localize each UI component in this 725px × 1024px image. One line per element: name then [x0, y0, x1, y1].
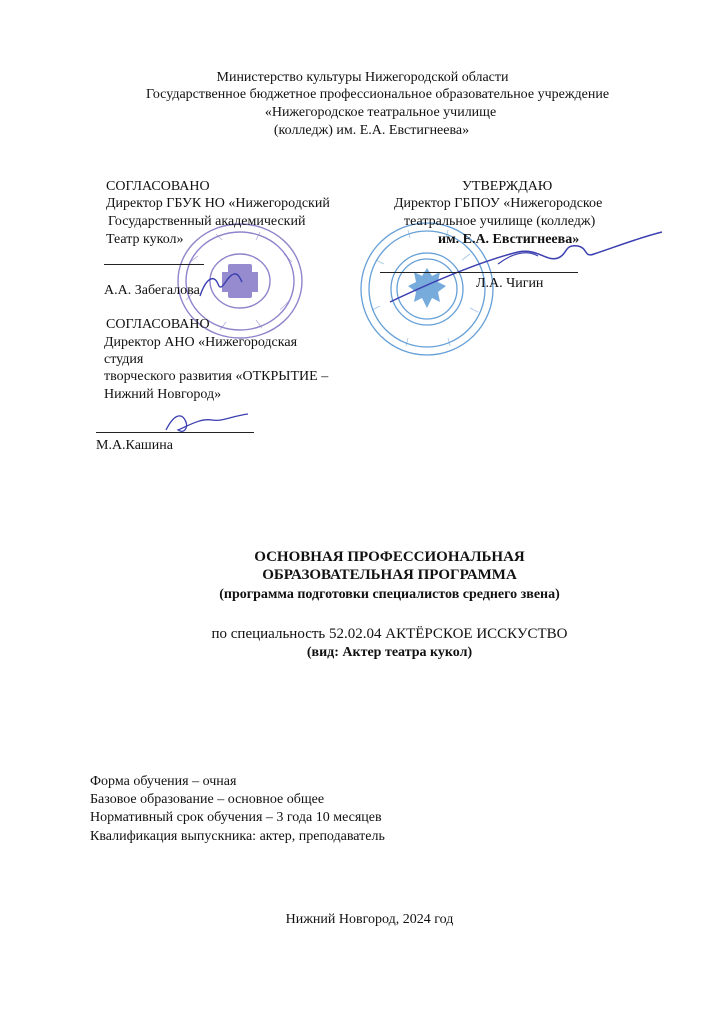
left2-approval-position-line1: Директор АНО «Нижегородская [104, 335, 298, 350]
left-approval-signatory: А.А. Забегалова [104, 283, 200, 298]
right-approval-position-line2: театральное училище (колледж) [404, 214, 596, 229]
study-form: Форма обучения – очная [90, 774, 237, 789]
right-approval-title: УТВЕРЖДАЮ [462, 179, 553, 194]
signature-line [380, 272, 578, 273]
program-subtitle: (программа подготовки специалистов среднего звена) [219, 587, 560, 602]
left2-approval-position-line4: Нижний Новгород» [104, 387, 222, 402]
program-kind: (вид: Актер театра кукол) [306, 645, 473, 660]
program-title-line2: ОБРАЗОВАТЕЛЬНАЯ ПРОГРАММА [262, 567, 517, 583]
left-approval-title: СОГЛАСОВАНО [106, 179, 210, 194]
study-term: Нормативный срок обучения – 3 года 10 месяцев [90, 810, 382, 825]
left-approval-position-line3: Театр кукол» [106, 232, 184, 247]
signature-line [96, 432, 254, 433]
place-and-year: Нижний Новгород, 2024 год [285, 912, 454, 927]
program-specialty: по специальность 52.02.04 АКТЁРСКОЕ ИССКУСТВО [211, 626, 568, 642]
signature-line [104, 264, 204, 265]
right-approval-position-line3: им. Е.А. Евстигнеева» [438, 232, 580, 247]
program-title-line1: ОСНОВНАЯ ПРОФЕССИОНАЛЬНАЯ [254, 549, 525, 565]
director-signature [388, 222, 666, 310]
left2-approval-position-line2: студия [104, 352, 144, 367]
left2-approval-signatory: М.А.Кашина [96, 438, 173, 453]
left2-approval-title: СОГЛАСОВАНО [106, 317, 210, 332]
institution-name-line2: (колледж) им. Е.А. Евстигнеева» [273, 123, 470, 138]
left-approval-position-line2: Государственный академический [108, 214, 306, 229]
right-approval-position-line1: Директор ГБПОУ «Нижегородское [394, 196, 603, 211]
institution-name-line1: «Нижегородское театральное училище [264, 105, 497, 120]
signature-mark [160, 408, 254, 438]
right-approval-signatory: Л.А. Чигин [476, 276, 544, 291]
ministry-title: Министерство культуры Нижегородской области [216, 70, 509, 85]
base-education: Базовое образование – основное общее [90, 792, 325, 807]
institution-type: Государственное бюджетное профессиональное образовательное учреждение [145, 87, 610, 102]
left-approval-position-line1: Директор ГБУК НО «Нижегородский [106, 196, 330, 211]
signature-mark [196, 268, 246, 302]
left2-approval-position-line3: творческого развития «ОТКРЫТИЕ – [104, 369, 329, 384]
graduate-qualification: Квалификация выпускника: актер, преподаватель [90, 829, 385, 844]
